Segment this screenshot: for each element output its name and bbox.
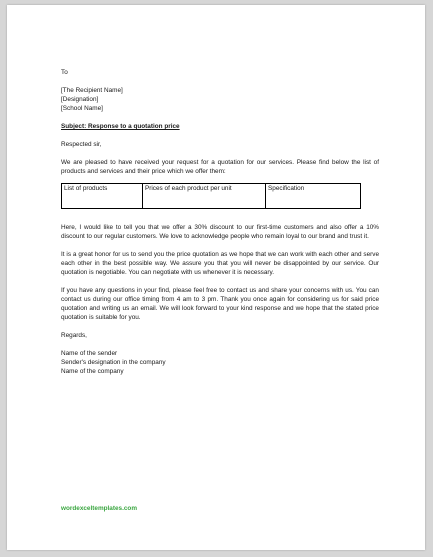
sender-name: Name of the sender [61, 350, 118, 357]
letter-body [61, 68, 379, 376]
company-name: Name of the company [61, 368, 124, 375]
table-header-prices: Prices of each product per unit [143, 184, 266, 209]
closing: Regards, [61, 332, 87, 339]
table-header-products: List of products [62, 184, 143, 209]
paragraph-honor: It is a great honor for us to send you the price quotation as we hope that we can work with each other and serve each other in the best possible way. We assure you that you will never be disappointed by our service. Our quotation is negotiable. You can negotiate with us whenever it is necessary. [61, 251, 379, 276]
table-header-specification: Specification [266, 184, 361, 209]
sender-designation: Sender's designation in the company [61, 359, 166, 366]
website-link[interactable]: wordexceltemplates.com [61, 505, 138, 512]
paragraph-contact: If you have any questions in your find, please feel free to contact us and share your concerns with us. You can contact us during our office timing from 4 am to 3 pm. Thank you once again for considering us for said price quotation and writing us an email. We will look forward to your kind response and we hope that the stated price quotation is suitable for you. [61, 287, 379, 321]
document-page [7, 5, 425, 550]
quotation-table [61, 183, 361, 209]
recipient-designation: [Designation] [61, 96, 99, 103]
recipient-name: [The Recipient Name] [61, 87, 123, 94]
paragraph-discount: Here, I would like to tell you that we offer a 30% discount to our first-time customers and also offer a 10% discount to our regular customers. We love to acknowledge people who remain loyal to our brand and trust it. [61, 224, 379, 240]
school-name: [School Name] [61, 105, 103, 112]
to-line: To [61, 69, 68, 76]
paragraph-intro: We are pleased to have received your request for a quotation for our services. Please find below the list of products and services and their price which we offer them: [61, 159, 379, 175]
subject-line: Subject: Response to a quotation price [61, 123, 180, 130]
greeting: Respected sir, [61, 141, 102, 148]
table-row [62, 184, 361, 209]
